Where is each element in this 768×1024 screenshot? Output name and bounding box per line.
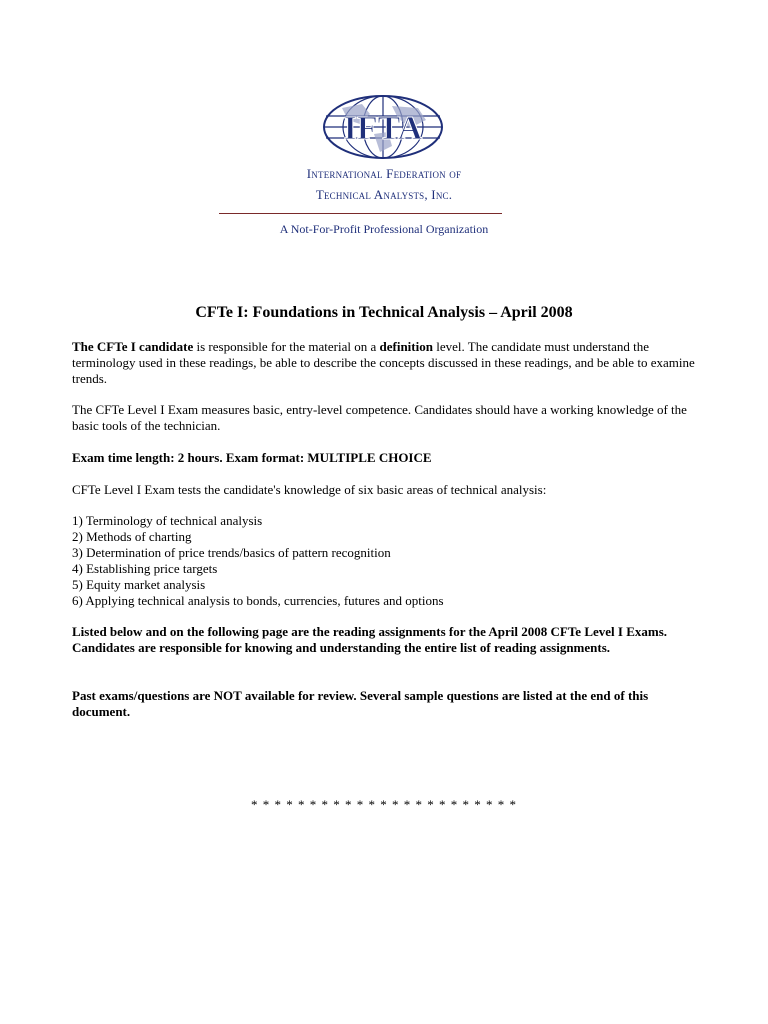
header-divider <box>219 213 502 214</box>
paragraph-past-exams: Past exams/questions are NOT available for review. Several sample questions are listed at the end of this document. <box>72 688 649 719</box>
paragraph-exam-format: Exam time length: 2 hours. Exam format: MULTIPLE CHOICE <box>72 450 432 465</box>
bold-lead: The CFTe I candidate <box>72 339 194 354</box>
section-separator: * * * * * * * * * * * * * * * * * * * * * * * <box>251 797 517 812</box>
org-name-line2: Technical Analysts, Inc. <box>315 187 453 202</box>
list-item: 5) Equity market analysis <box>72 577 206 592</box>
p1-text-a: is responsible for the material on a <box>193 339 380 354</box>
areas-list <box>72 513 702 609</box>
ifta-globe-logo <box>322 94 444 160</box>
paragraph-reading-assignments: Listed below and on the following page are the reading assignments for the April 2008 CFTe Level I Exams. Candidates are responsible for knowing and understanding the entire list of reading assignments. <box>72 624 668 655</box>
p1-text-b: level. The candidate must understand the terminology used in these readings, be able to describe the concepts discussed in these readings, and be able to examine trends. <box>72 339 695 386</box>
list-item: 1) Terminology of technical analysis <box>72 513 263 528</box>
list-item: 3) Determination of price trends/basics of pattern recognition <box>72 545 391 560</box>
list-item: 4) Establishing price targets <box>72 561 218 576</box>
list-item: 2) Methods of charting <box>72 529 192 544</box>
document-title: CFTe I: Foundations in Technical Analysis – April 2008 <box>195 304 573 321</box>
org-name-line1: International Federation of <box>306 166 462 181</box>
list-item: 6) Applying technical analysis to bonds, currencies, futures and options <box>72 593 444 608</box>
paragraph-six-areas-intro: CFTe Level I Exam tests the candidate's knowledge of six basic areas of technical analysis: <box>72 482 547 497</box>
org-tagline: A Not-For-Profit Professional Organization <box>279 222 489 236</box>
bold-definition: definition <box>379 339 433 354</box>
paragraph-exam-measures: The CFTe Level I Exam measures basic, entry-level competence. Candidates should have a working knowledge of the basic tools of the technician. <box>72 402 687 433</box>
paragraph-candidate-scope <box>72 339 702 387</box>
logo-lettering: IFTA <box>343 110 423 147</box>
